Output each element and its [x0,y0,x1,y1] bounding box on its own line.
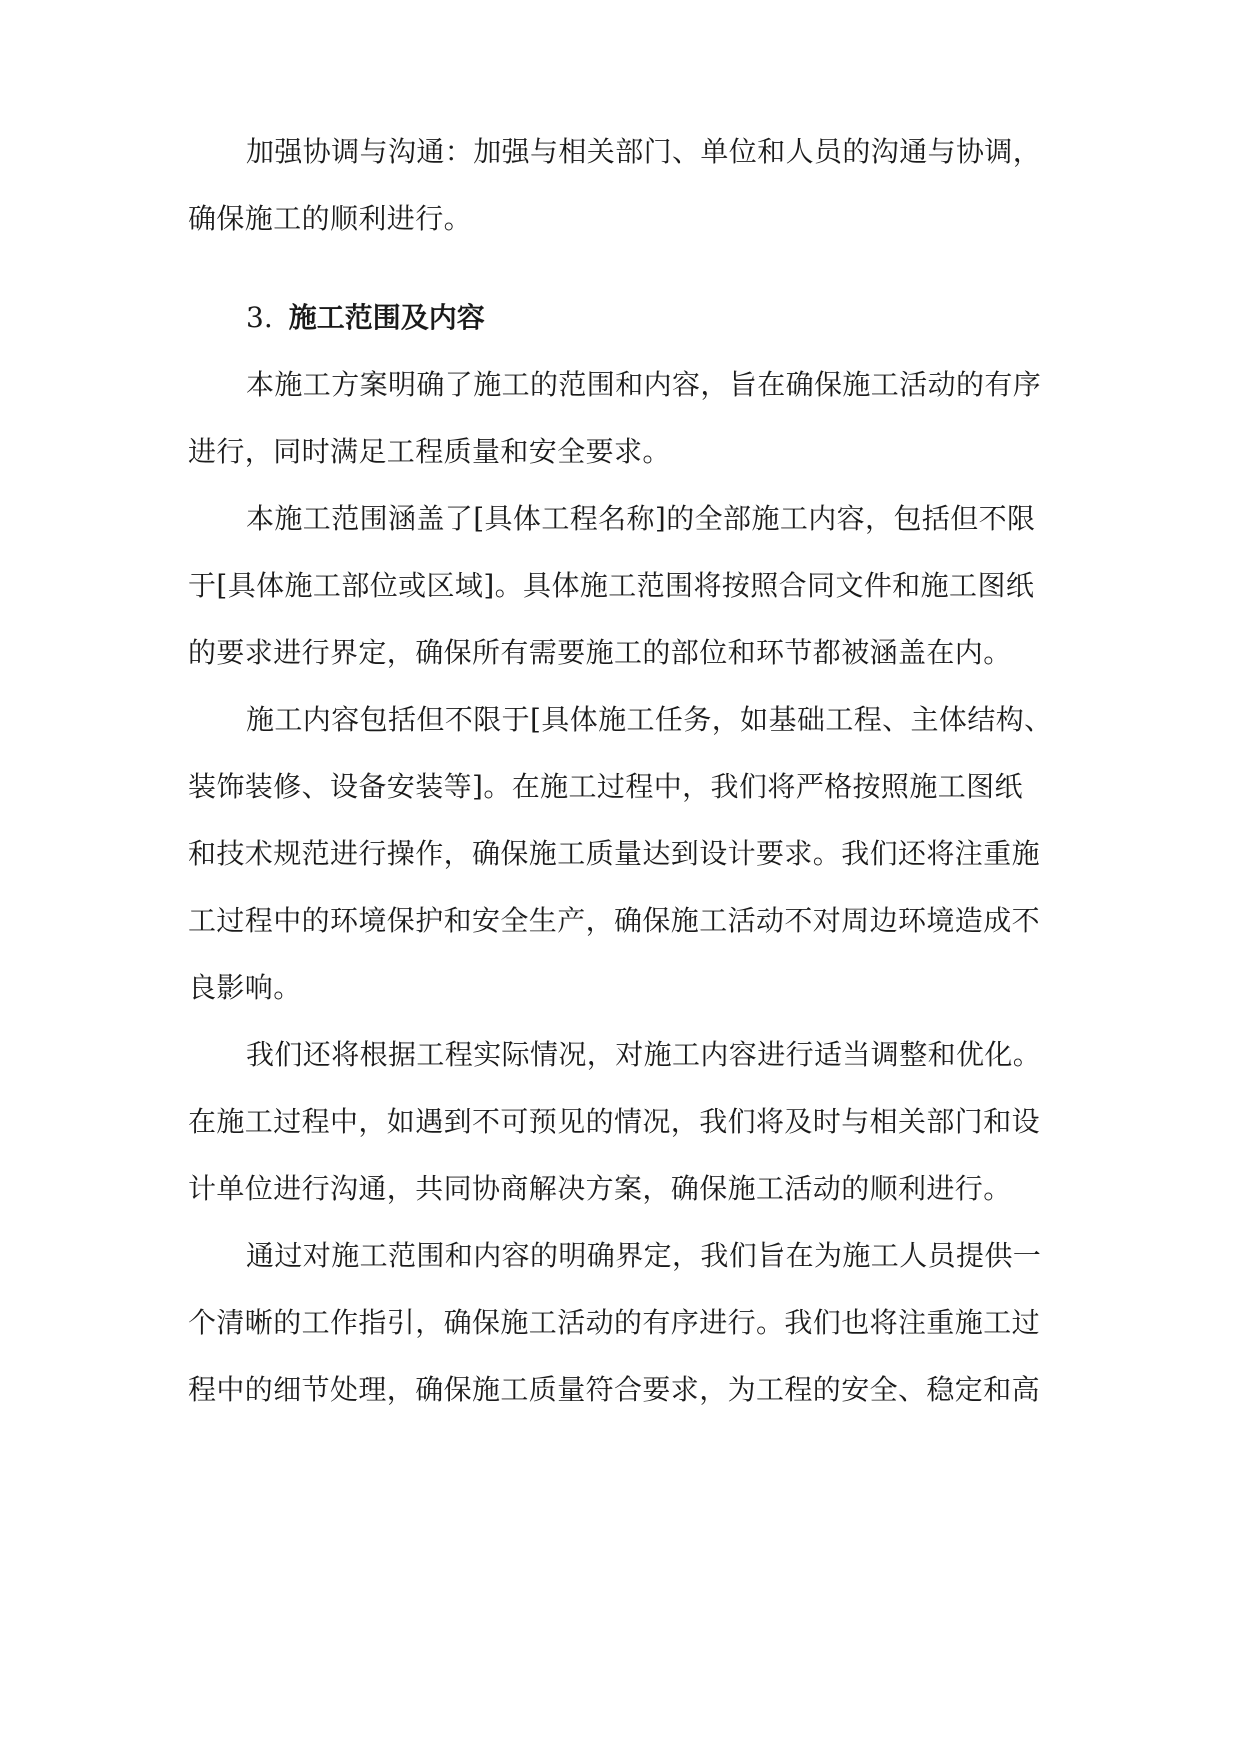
section-title: 施工范围及内容 [288,301,485,334]
section-number: 3. [246,301,273,334]
text-line: 本施工范围涵盖了[具体工程名称]的全部施工内容，包括但不限 [246,502,1036,535]
text-line: 的要求进行界定，确保所有需要施工的部位和环节都被涵盖在内。 [188,636,1012,669]
text-line: 和技术规范进行操作，确保施工质量达到设计要求。我们还将注重施 [188,837,1041,870]
text-line: 计单位进行沟通，共同协商解决方案，确保施工活动的顺利进行。 [188,1172,1012,1205]
text-line: 装饰装修、设备安装等]。在施工过程中，我们将严格按照施工图纸 [188,770,1023,803]
text-line: 通过对施工范围和内容的明确界定，我们旨在为施工人员提供一 [246,1239,1042,1272]
text-line: 加强协调与沟通：加强与相关部门、单位和人员的沟通与协调， [246,135,1042,168]
text-line: 程中的细节处理，确保施工质量符合要求，为工程的安全、稳定和高 [188,1373,1041,1406]
text-line: 良影响。 [188,971,302,1004]
section-heading [246,293,485,343]
text-line: 我们还将根据工程实际情况，对施工内容进行适当调整和优化。 [246,1038,1042,1071]
text-line: 本施工方案明确了施工的范围和内容，旨在确保施工活动的有序 [246,368,1042,401]
text-line: 工过程中的环境保护和安全生产，确保施工活动不对周边环境造成不 [188,904,1041,937]
text-line: 确保施工的顺利进行。 [188,202,473,235]
text-line: 施工内容包括但不限于[具体施工任务，如基础工程、主体结构、 [246,703,1053,736]
text-line: 在施工过程中，如遇到不可预见的情况，我们将及时与相关部门和设 [188,1105,1041,1138]
text-line: 于[具体施工部位或区域]。具体施工范围将按照合同文件和施工图纸 [188,569,1035,602]
text-line: 进行，同时满足工程质量和安全要求。 [188,435,671,468]
text-line: 个清晰的工作指引，确保施工活动的有序进行。我们也将注重施工过 [188,1306,1041,1339]
